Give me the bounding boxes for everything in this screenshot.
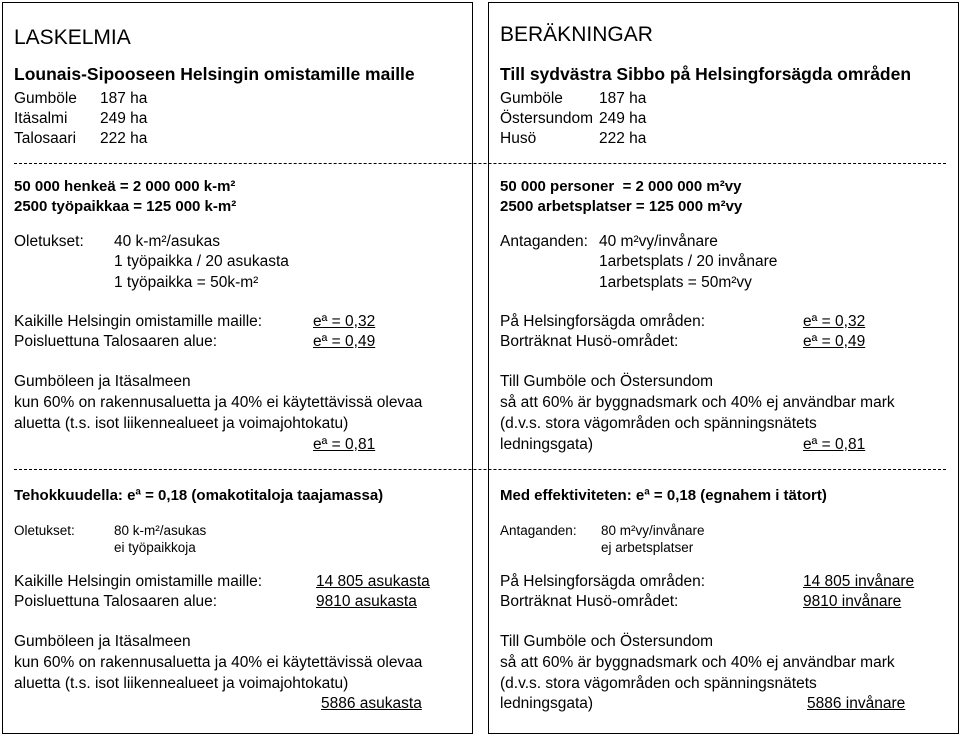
right-result-value: 9810 invånare bbox=[803, 593, 902, 610]
left-note2-line: kun 60% on rakennusaluetta ja 40% ei käytettävissä olevaa bbox=[14, 654, 423, 671]
right-note-value: eª = 0,81 bbox=[803, 436, 866, 453]
left-result-label: Kaikille Helsingin omistamille maille: bbox=[14, 573, 263, 590]
left-note2-value: 5886 asukasta bbox=[321, 695, 422, 712]
left-result-label: Poisluettuna Talosaaren alue: bbox=[14, 593, 218, 610]
right-subtitle: Till sydvästra Sibbo på Helsingforsägda områden bbox=[500, 64, 912, 84]
right-result-value: 14 805 invånare bbox=[803, 573, 915, 590]
right-result-label: Borträknat Husö-området: bbox=[500, 593, 679, 610]
left-assumption2: 80 k-m²/asukas bbox=[114, 523, 207, 538]
right-total: 50 000 personer = 2 000 000 m²vy bbox=[500, 178, 742, 195]
right-note2-line: Till Gumböle och Östersundom bbox=[500, 633, 714, 650]
left-area-name: Talosaari bbox=[14, 130, 77, 147]
right-area-value: 187 ha bbox=[599, 90, 647, 107]
left-assumption: 40 k-m²/asukas bbox=[114, 233, 220, 250]
left-title: LASKELMIA bbox=[14, 26, 131, 49]
right-result-label: På Helsingforsägda områden: bbox=[500, 573, 706, 590]
right-area-value: 222 ha bbox=[599, 130, 647, 147]
right-assumption2: ej arbetsplatser bbox=[601, 540, 694, 555]
right-note-line: ledningsgata) bbox=[500, 436, 594, 453]
left-subtitle: Lounais-Sipooseen Helsingin omistamille maille bbox=[14, 64, 415, 84]
left-efficiency-title: Tehokkuudella: eª = 0,18 (omakotitaloja taajamassa) bbox=[14, 487, 384, 504]
right-assumption: 1arbetsplats / 20 invånare bbox=[599, 253, 778, 270]
right-assumption: 40 m²vy/invånare bbox=[599, 233, 718, 250]
left-ratio-label: Poisluettuna Talosaaren alue: bbox=[14, 333, 218, 350]
left-note-line: Gumböleen ja Itäsalmeen bbox=[14, 373, 191, 390]
left-area-name: Gumböle bbox=[14, 90, 77, 107]
left-ratio-label: Kaikille Helsingin omistamille maille: bbox=[14, 313, 263, 330]
left-ratio-value: eª = 0,32 bbox=[313, 313, 376, 330]
right-area-name: Husö bbox=[500, 130, 537, 147]
right-area-value: 249 ha bbox=[599, 110, 647, 127]
left-ratio-value: eª = 0,49 bbox=[313, 333, 376, 350]
right-note-line: (d.v.s. stora vägområden och spänningsnätets bbox=[500, 415, 817, 432]
left-note-line: aluetta (t.s. isot liikennealueet ja voimajohtokatu) bbox=[14, 415, 349, 432]
right-assumptions2-label: Antaganden: bbox=[500, 523, 577, 538]
left-total: 50 000 henkeä = 2 000 000 k-m² bbox=[14, 178, 236, 195]
left-note-value: eª = 0,81 bbox=[313, 436, 376, 453]
right-note2-line: ledningsgata) bbox=[500, 695, 594, 712]
left-assumptions-label: Oletukset: bbox=[14, 233, 84, 250]
right-ratio-value: eª = 0,49 bbox=[803, 333, 866, 350]
right-note-line: så att 60% är byggnadsmark och 40% ej användbar mark bbox=[500, 394, 895, 411]
right-area-name: Gumböle bbox=[500, 90, 563, 107]
left-note-line: kun 60% on rakennusaluetta ja 40% ei käytettävissä olevaa bbox=[14, 394, 423, 411]
right-total: 2500 arbetsplatser = 125 000 m²vy bbox=[500, 198, 743, 215]
left-assumptions2-label: Oletukset: bbox=[14, 523, 75, 538]
right-ratio-value: eª = 0,32 bbox=[803, 313, 866, 330]
right-title: BERÄKNINGAR bbox=[500, 23, 653, 46]
right-note2-value: 5886 invånare bbox=[807, 695, 906, 712]
divider-top bbox=[14, 163, 946, 164]
left-area-value: 222 ha bbox=[100, 130, 148, 147]
left-assumption: 1 työpaikka / 20 asukasta bbox=[114, 253, 289, 270]
left-assumption: 1 työpaikka = 50k-m² bbox=[114, 274, 259, 291]
left-result-value: 9810 asukasta bbox=[316, 593, 417, 610]
divider-middle bbox=[14, 469, 946, 470]
left-area-name: Itäsalmi bbox=[14, 110, 68, 127]
left-assumption2: ei työpaikkoja bbox=[114, 540, 196, 555]
right-note2-line: (d.v.s. stora vägområden och spänningsnätets bbox=[500, 675, 817, 692]
right-note2-line: så att 60% är byggnadsmark och 40% ej användbar mark bbox=[500, 654, 895, 671]
left-panel-finnish bbox=[2, 2, 473, 734]
right-ratio-label: Borträknat Husö-området: bbox=[500, 333, 679, 350]
right-assumption: 1arbetsplats = 50m²vy bbox=[599, 274, 752, 291]
right-note-line: Till Gumböle och Östersundom bbox=[500, 373, 714, 390]
left-result-value: 14 805 asukasta bbox=[316, 573, 430, 590]
left-area-value: 249 ha bbox=[100, 110, 148, 127]
left-note2-line: aluetta (t.s. isot liikennealueet ja voimajohtokatu) bbox=[14, 675, 349, 692]
left-total: 2500 työpaikkaa = 125 000 k-m² bbox=[14, 198, 237, 215]
right-assumptions-label: Antaganden: bbox=[500, 233, 588, 250]
right-ratio-label: På Helsingforsägda områden: bbox=[500, 313, 706, 330]
right-assumption2: 80 m²vy/invånare bbox=[601, 523, 705, 538]
left-note2-line: Gumböleen ja Itäsalmeen bbox=[14, 633, 191, 650]
right-area-name: Östersundom bbox=[500, 110, 594, 127]
right-efficiency-title: Med effektiviteten: eª = 0,18 (egnahem i tätort) bbox=[500, 487, 827, 504]
left-area-value: 187 ha bbox=[100, 90, 148, 107]
